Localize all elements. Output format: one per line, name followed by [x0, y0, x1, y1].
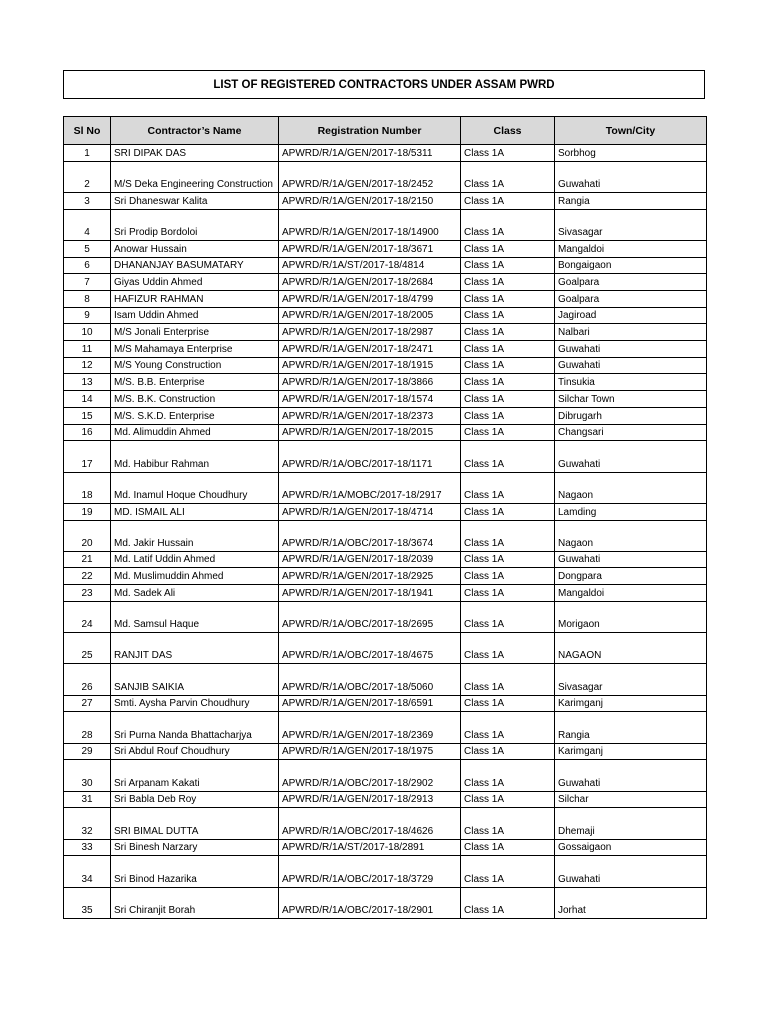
table-row — [64, 520, 707, 551]
class-cell: Class 1A — [461, 274, 555, 291]
table-row — [64, 407, 707, 424]
contractor-name-cell: Sri Binod Hazarika — [111, 856, 279, 887]
sl-no-cell: 26 — [64, 664, 111, 695]
sl-no-cell: 34 — [64, 856, 111, 887]
class-cell: Class 1A — [461, 520, 555, 551]
registration-number-cell: APWRD/R/1A/GEN/2017-18/2471 — [279, 341, 461, 358]
class-cell: Class 1A — [461, 209, 555, 240]
class-cell: Class 1A — [461, 341, 555, 358]
sl-no-cell: 15 — [64, 407, 111, 424]
table-row — [64, 551, 707, 568]
table-row — [64, 357, 707, 374]
sl-no-cell: 22 — [64, 568, 111, 585]
contractor-name-cell: Md. Alimuddin Ahmed — [111, 424, 279, 441]
town-city-cell: Guwahati — [555, 357, 707, 374]
class-cell: Class 1A — [461, 324, 555, 341]
contractor-name-cell: Sri Binesh Narzary — [111, 839, 279, 856]
class-cell: Class 1A — [461, 145, 555, 162]
sl-no-cell: 6 — [64, 257, 111, 274]
town-city-cell: Nagaon — [555, 472, 707, 503]
town-city-cell: Rangia — [555, 712, 707, 743]
registration-number-cell: APWRD/R/1A/GEN/2017-18/6591 — [279, 695, 461, 712]
sl-no-cell: 16 — [64, 424, 111, 441]
table-row — [64, 839, 707, 856]
town-city-cell: Guwahati — [555, 341, 707, 358]
town-city-cell: Nalbari — [555, 324, 707, 341]
class-cell: Class 1A — [461, 192, 555, 209]
registration-number-cell: APWRD/R/1A/GEN/2017-18/2039 — [279, 551, 461, 568]
registration-number-cell: APWRD/R/1A/GEN/2017-18/2150 — [279, 192, 461, 209]
class-cell: Class 1A — [461, 291, 555, 308]
class-cell: Class 1A — [461, 307, 555, 324]
table-row — [64, 274, 707, 291]
registration-number-cell: APWRD/R/1A/GEN/2017-18/1915 — [279, 357, 461, 374]
registration-number-cell: APWRD/R/1A/GEN/2017-18/2987 — [279, 324, 461, 341]
registration-number-cell: APWRD/R/1A/GEN/2017-18/3671 — [279, 240, 461, 257]
contractor-name-cell: SRI BIMAL DUTTA — [111, 808, 279, 839]
contractor-name-cell: Smti. Aysha Parvin Choudhury — [111, 695, 279, 712]
contractor-name-cell: M/S. B.B. Enterprise — [111, 374, 279, 391]
contractor-name-cell: M/S Jonali Enterprise — [111, 324, 279, 341]
table-row — [64, 503, 707, 520]
sl-no-cell: 12 — [64, 357, 111, 374]
town-city-cell: Jagiroad — [555, 307, 707, 324]
sl-no-cell: 19 — [64, 503, 111, 520]
sl-no-cell: 9 — [64, 307, 111, 324]
registration-number-cell: APWRD/R/1A/OBC/2017-18/4675 — [279, 633, 461, 664]
contractor-name-cell: Md. Latif Uddin Ahmed — [111, 551, 279, 568]
sl-no-cell: 21 — [64, 551, 111, 568]
registration-number-cell: APWRD/R/1A/OBC/2017-18/2902 — [279, 760, 461, 791]
contractor-name-cell: Sri Chiranjit Borah — [111, 887, 279, 918]
contractor-name-cell: Sri Babla Deb Roy — [111, 791, 279, 808]
contractor-name-cell: Isam Uddin Ahmed — [111, 307, 279, 324]
sl-no-cell: 1 — [64, 145, 111, 162]
document-title: LIST OF REGISTERED CONTRACTORS UNDER ASSAM PWRD — [63, 70, 705, 99]
table-row — [64, 209, 707, 240]
class-cell: Class 1A — [461, 856, 555, 887]
class-cell: Class 1A — [461, 161, 555, 192]
sl-no-cell: 33 — [64, 839, 111, 856]
class-cell: Class 1A — [461, 743, 555, 760]
registration-number-cell: APWRD/R/1A/ST/2017-18/2891 — [279, 839, 461, 856]
sl-no-cell: 7 — [64, 274, 111, 291]
header-town-city: Town/City — [555, 117, 707, 145]
class-cell: Class 1A — [461, 712, 555, 743]
table-row — [64, 374, 707, 391]
town-city-cell: Dhemaji — [555, 808, 707, 839]
contractor-name-cell: RANJIT DAS — [111, 633, 279, 664]
town-city-cell: Lamding — [555, 503, 707, 520]
registration-number-cell: APWRD/R/1A/GEN/2017-18/2373 — [279, 407, 461, 424]
town-city-cell: Gossaigaon — [555, 839, 707, 856]
class-cell: Class 1A — [461, 441, 555, 472]
contractor-name-cell: MD. ISMAIL ALI — [111, 503, 279, 520]
town-city-cell: Goalpara — [555, 291, 707, 308]
class-cell: Class 1A — [461, 551, 555, 568]
class-cell: Class 1A — [461, 601, 555, 632]
table-row — [64, 585, 707, 602]
registration-number-cell: APWRD/R/1A/GEN/2017-18/1574 — [279, 391, 461, 408]
town-city-cell: Sivasagar — [555, 209, 707, 240]
sl-no-cell: 4 — [64, 209, 111, 240]
sl-no-cell: 5 — [64, 240, 111, 257]
registration-number-cell: APWRD/R/1A/OBC/2017-18/2901 — [279, 887, 461, 918]
table-body — [64, 145, 707, 919]
town-city-cell: Karimganj — [555, 695, 707, 712]
sl-no-cell: 3 — [64, 192, 111, 209]
sl-no-cell: 30 — [64, 760, 111, 791]
registration-number-cell: APWRD/R/1A/GEN/2017-18/2925 — [279, 568, 461, 585]
registration-number-cell: APWRD/R/1A/GEN/2017-18/2015 — [279, 424, 461, 441]
town-city-cell: Bongaigaon — [555, 257, 707, 274]
registration-number-cell: APWRD/R/1A/GEN/2017-18/2369 — [279, 712, 461, 743]
sl-no-cell: 31 — [64, 791, 111, 808]
sl-no-cell: 14 — [64, 391, 111, 408]
sl-no-cell: 10 — [64, 324, 111, 341]
table-row — [64, 808, 707, 839]
contractor-name-cell: M/S Mahamaya Enterprise — [111, 341, 279, 358]
contractor-name-cell: Md. Jakir Hussain — [111, 520, 279, 551]
table-row — [64, 791, 707, 808]
town-city-cell: Changsari — [555, 424, 707, 441]
town-city-cell: Jorhat — [555, 887, 707, 918]
registration-number-cell: APWRD/R/1A/GEN/2017-18/2452 — [279, 161, 461, 192]
town-city-cell: Mangaldoi — [555, 585, 707, 602]
class-cell: Class 1A — [461, 791, 555, 808]
table-row — [64, 291, 707, 308]
table-row — [64, 472, 707, 503]
table-header-row — [64, 117, 707, 145]
sl-no-cell: 8 — [64, 291, 111, 308]
town-city-cell: Dibrugarh — [555, 407, 707, 424]
town-city-cell: Tinsukia — [555, 374, 707, 391]
registration-number-cell: APWRD/R/1A/GEN/2017-18/1975 — [279, 743, 461, 760]
contractor-name-cell: SANJIB SAIKIA — [111, 664, 279, 695]
contractor-name-cell: Md. Sadek Ali — [111, 585, 279, 602]
sl-no-cell: 2 — [64, 161, 111, 192]
table-row — [64, 601, 707, 632]
table-row — [64, 633, 707, 664]
class-cell: Class 1A — [461, 374, 555, 391]
sl-no-cell: 23 — [64, 585, 111, 602]
contractor-name-cell: Anowar Hussain — [111, 240, 279, 257]
contractor-name-cell: M/S. B.K. Construction — [111, 391, 279, 408]
table-row — [64, 760, 707, 791]
contractor-name-cell: Md. Samsul Haque — [111, 601, 279, 632]
table-row — [64, 887, 707, 918]
contractor-name-cell: Sri Dhaneswar Kalita — [111, 192, 279, 209]
sl-no-cell: 13 — [64, 374, 111, 391]
sl-no-cell: 29 — [64, 743, 111, 760]
class-cell: Class 1A — [461, 257, 555, 274]
class-cell: Class 1A — [461, 760, 555, 791]
table-row — [64, 391, 707, 408]
class-cell: Class 1A — [461, 808, 555, 839]
class-cell: Class 1A — [461, 839, 555, 856]
contractor-name-cell: Sri Abdul Rouf Choudhury — [111, 743, 279, 760]
header-class: Class — [461, 117, 555, 145]
registration-number-cell: APWRD/R/1A/OBC/2017-18/1171 — [279, 441, 461, 472]
contractor-name-cell: Md. Habibur Rahman — [111, 441, 279, 472]
table-row — [64, 145, 707, 162]
town-city-cell: Nagaon — [555, 520, 707, 551]
class-cell: Class 1A — [461, 472, 555, 503]
town-city-cell: Goalpara — [555, 274, 707, 291]
town-city-cell: Sorbhog — [555, 145, 707, 162]
contractor-name-cell: M/S Deka Engineering Construction — [111, 161, 279, 192]
town-city-cell: Mangaldoi — [555, 240, 707, 257]
class-cell: Class 1A — [461, 664, 555, 695]
table-row — [64, 424, 707, 441]
table-row — [64, 341, 707, 358]
contractor-name-cell: M/S Young Construction — [111, 357, 279, 374]
table-row — [64, 712, 707, 743]
town-city-cell: Dongpara — [555, 568, 707, 585]
town-city-cell: Guwahati — [555, 856, 707, 887]
table-row — [64, 192, 707, 209]
registration-number-cell: APWRD/R/1A/ST/2017-18/4814 — [279, 257, 461, 274]
class-cell: Class 1A — [461, 887, 555, 918]
class-cell: Class 1A — [461, 633, 555, 664]
table-row — [64, 856, 707, 887]
registration-number-cell: APWRD/R/1A/GEN/2017-18/4714 — [279, 503, 461, 520]
registration-number-cell: APWRD/R/1A/OBC/2017-18/3674 — [279, 520, 461, 551]
table-row — [64, 324, 707, 341]
registration-number-cell: APWRD/R/1A/GEN/2017-18/2913 — [279, 791, 461, 808]
sl-no-cell: 17 — [64, 441, 111, 472]
class-cell: Class 1A — [461, 568, 555, 585]
sl-no-cell: 11 — [64, 341, 111, 358]
town-city-cell: Morigaon — [555, 601, 707, 632]
contractor-name-cell: HAFIZUR RAHMAN — [111, 291, 279, 308]
contractor-name-cell: Md. Muslimuddin Ahmed — [111, 568, 279, 585]
table-row — [64, 441, 707, 472]
contractor-name-cell: Sri Purna Nanda Bhattacharjya — [111, 712, 279, 743]
registration-number-cell: APWRD/R/1A/GEN/2017-18/1941 — [279, 585, 461, 602]
registration-number-cell: APWRD/R/1A/GEN/2017-18/2684 — [279, 274, 461, 291]
registration-number-cell: APWRD/R/1A/GEN/2017-18/4799 — [279, 291, 461, 308]
class-cell: Class 1A — [461, 240, 555, 257]
town-city-cell: Guwahati — [555, 161, 707, 192]
registration-number-cell: APWRD/R/1A/OBC/2017-18/3729 — [279, 856, 461, 887]
contractor-name-cell: M/S. S.K.D. Enterprise — [111, 407, 279, 424]
class-cell: Class 1A — [461, 391, 555, 408]
header-sl-no: Sl No — [64, 117, 111, 145]
table-row — [64, 743, 707, 760]
registration-number-cell: APWRD/R/1A/MOBC/2017-18/2917 — [279, 472, 461, 503]
town-city-cell: Silchar — [555, 791, 707, 808]
contractor-name-cell: DHANANJAY BASUMATARY — [111, 257, 279, 274]
table-row — [64, 257, 707, 274]
contractor-name-cell: Giyas Uddin Ahmed — [111, 274, 279, 291]
header-contractor-name: Contractor’s Name — [111, 117, 279, 145]
contractor-name-cell: Sri Prodip Bordoloi — [111, 209, 279, 240]
table-row — [64, 695, 707, 712]
sl-no-cell: 25 — [64, 633, 111, 664]
town-city-cell: Guwahati — [555, 760, 707, 791]
town-city-cell: Rangia — [555, 192, 707, 209]
registration-number-cell: APWRD/R/1A/GEN/2017-18/2005 — [279, 307, 461, 324]
sl-no-cell: 18 — [64, 472, 111, 503]
table-row — [64, 307, 707, 324]
town-city-cell: Karimganj — [555, 743, 707, 760]
sl-no-cell: 28 — [64, 712, 111, 743]
sl-no-cell: 27 — [64, 695, 111, 712]
registration-number-cell: APWRD/R/1A/OBC/2017-18/4626 — [279, 808, 461, 839]
registration-number-cell: APWRD/R/1A/OBC/2017-18/5060 — [279, 664, 461, 695]
town-city-cell: NAGAON — [555, 633, 707, 664]
town-city-cell: Silchar Town — [555, 391, 707, 408]
sl-no-cell: 35 — [64, 887, 111, 918]
town-city-cell: Guwahati — [555, 441, 707, 472]
registration-number-cell: APWRD/R/1A/GEN/2017-18/3866 — [279, 374, 461, 391]
class-cell: Class 1A — [461, 585, 555, 602]
sl-no-cell: 20 — [64, 520, 111, 551]
contractor-name-cell: SRI DIPAK DAS — [111, 145, 279, 162]
sl-no-cell: 24 — [64, 601, 111, 632]
table-row — [64, 664, 707, 695]
table-row — [64, 240, 707, 257]
table-row — [64, 568, 707, 585]
town-city-cell: Guwahati — [555, 551, 707, 568]
contractors-table — [63, 116, 707, 919]
header-registration-number: Registration Number — [279, 117, 461, 145]
class-cell: Class 1A — [461, 407, 555, 424]
sl-no-cell: 32 — [64, 808, 111, 839]
registration-number-cell: APWRD/R/1A/GEN/2017-18/14900 — [279, 209, 461, 240]
table-row — [64, 161, 707, 192]
class-cell: Class 1A — [461, 695, 555, 712]
registration-number-cell: APWRD/R/1A/OBC/2017-18/2695 — [279, 601, 461, 632]
town-city-cell: Sivasagar — [555, 664, 707, 695]
contractor-name-cell: Sri Arpanam Kakati — [111, 760, 279, 791]
registration-number-cell: APWRD/R/1A/GEN/2017-18/5311 — [279, 145, 461, 162]
contractor-name-cell: Md. Inamul Hoque Choudhury — [111, 472, 279, 503]
class-cell: Class 1A — [461, 503, 555, 520]
class-cell: Class 1A — [461, 424, 555, 441]
class-cell: Class 1A — [461, 357, 555, 374]
